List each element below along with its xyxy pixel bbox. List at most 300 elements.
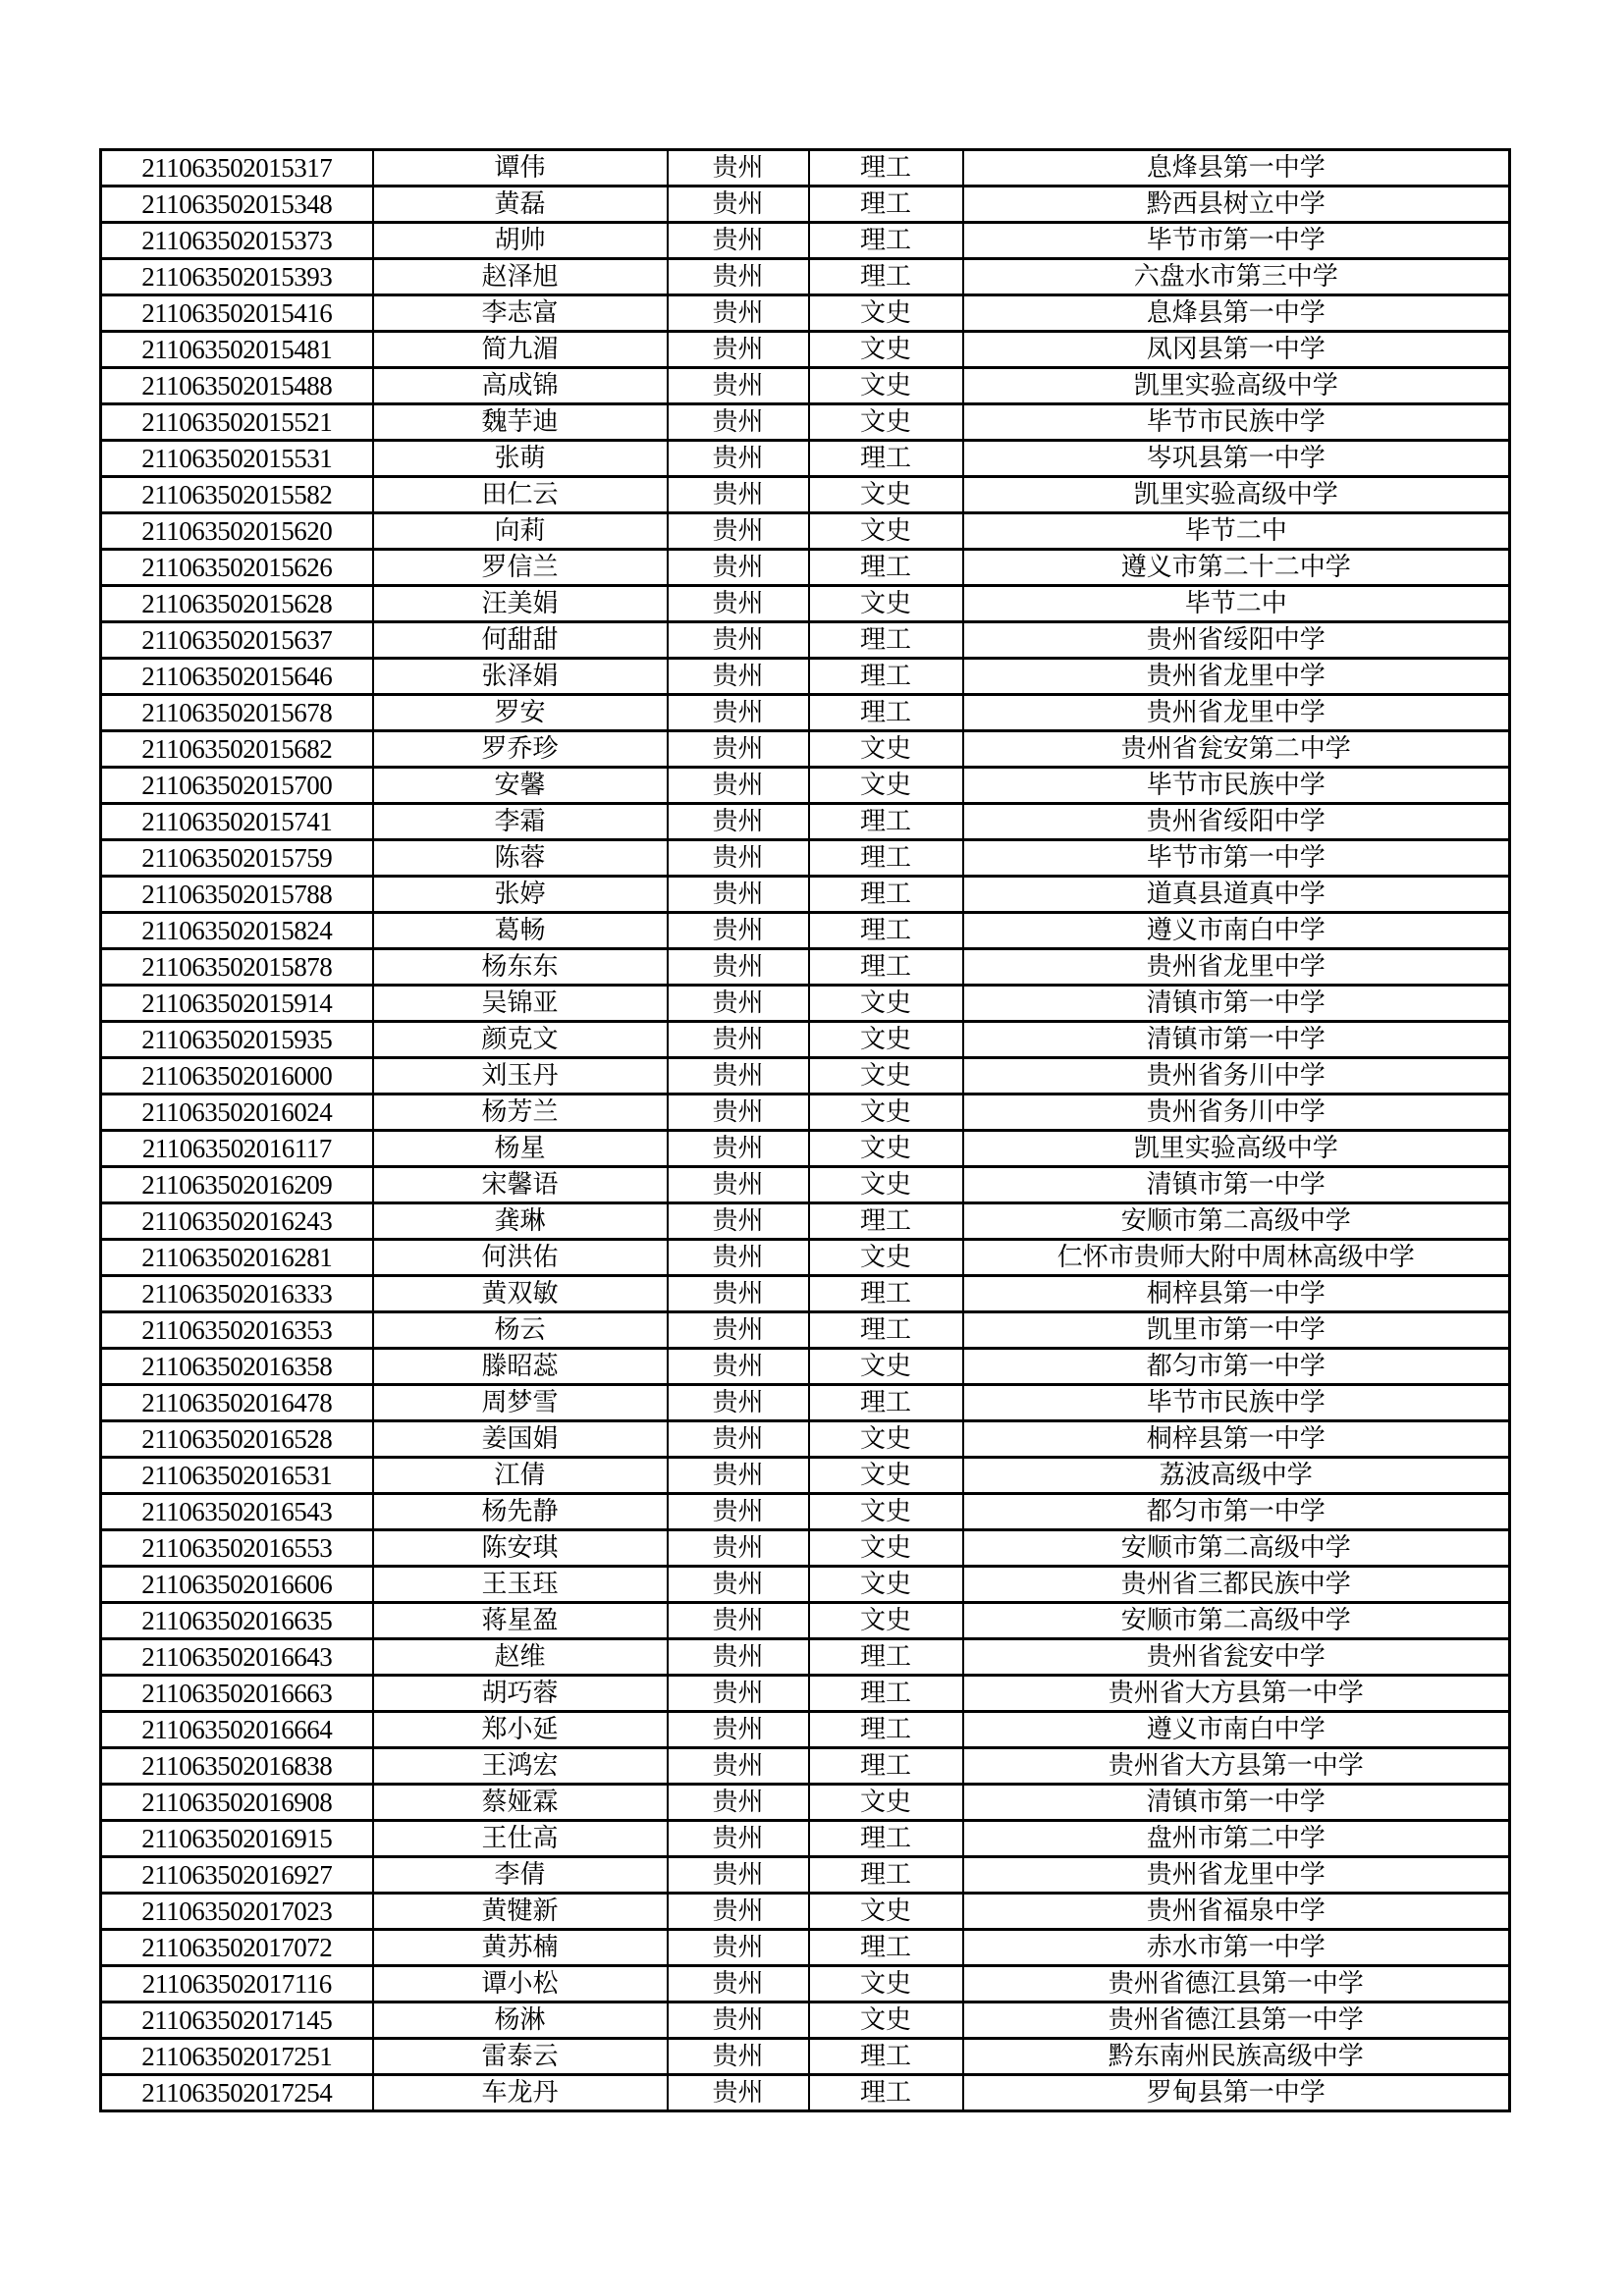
school-cell: 遵义市南白中学 bbox=[963, 913, 1510, 949]
province-cell: 贵州 bbox=[668, 1639, 809, 1676]
table-row bbox=[101, 1385, 1510, 1421]
exam-id-cell: 211063502015488 bbox=[101, 368, 373, 404]
exam-id-cell: 211063502015348 bbox=[101, 187, 373, 223]
school-cell: 赤水市第一中学 bbox=[963, 1930, 1510, 1966]
table-row bbox=[101, 550, 1510, 586]
name-cell: 杨星 bbox=[373, 1131, 668, 1167]
province-cell: 贵州 bbox=[668, 1857, 809, 1894]
table-row bbox=[101, 2039, 1510, 2075]
table-row bbox=[101, 259, 1510, 295]
school-cell: 贵州省龙里中学 bbox=[963, 949, 1510, 986]
exam-id-cell: 211063502015416 bbox=[101, 295, 373, 332]
exam-id-cell: 211063502015521 bbox=[101, 404, 373, 441]
school-cell: 道真县道真中学 bbox=[963, 877, 1510, 913]
track-cell: 文史 bbox=[809, 1167, 963, 1203]
province-cell: 贵州 bbox=[668, 1966, 809, 2002]
school-cell: 贵州省龙里中学 bbox=[963, 695, 1510, 731]
province-cell: 贵州 bbox=[668, 1240, 809, 1276]
name-cell: 李倩 bbox=[373, 1857, 668, 1894]
school-cell: 罗甸县第一中学 bbox=[963, 2075, 1510, 2111]
school-cell: 贵州省绥阳中学 bbox=[963, 804, 1510, 840]
province-cell: 贵州 bbox=[668, 2039, 809, 2075]
school-cell: 六盘水市第三中学 bbox=[963, 259, 1510, 295]
province-cell: 贵州 bbox=[668, 768, 809, 804]
province-cell: 贵州 bbox=[668, 550, 809, 586]
school-cell: 清镇市第一中学 bbox=[963, 1785, 1510, 1821]
table-row bbox=[101, 768, 1510, 804]
name-cell: 汪美娟 bbox=[373, 586, 668, 622]
exam-id-cell: 211063502016531 bbox=[101, 1458, 373, 1494]
province-cell: 贵州 bbox=[668, 840, 809, 877]
province-cell: 贵州 bbox=[668, 1131, 809, 1167]
table-row bbox=[101, 1240, 1510, 1276]
school-cell: 黔西县树立中学 bbox=[963, 187, 1510, 223]
province-cell: 贵州 bbox=[668, 1676, 809, 1712]
province-cell: 贵州 bbox=[668, 1785, 809, 1821]
exam-id-cell: 211063502015531 bbox=[101, 441, 373, 477]
school-cell: 荔波高级中学 bbox=[963, 1458, 1510, 1494]
name-cell: 胡巧蓉 bbox=[373, 1676, 668, 1712]
school-cell: 安顺市第二高级中学 bbox=[963, 1530, 1510, 1567]
track-cell: 理工 bbox=[809, 840, 963, 877]
exam-id-cell: 211063502016243 bbox=[101, 1203, 373, 1240]
exam-id-cell: 211063502016915 bbox=[101, 1821, 373, 1857]
exam-id-cell: 211063502015628 bbox=[101, 586, 373, 622]
province-cell: 贵州 bbox=[668, 513, 809, 550]
table-row bbox=[101, 1530, 1510, 1567]
exam-id-cell: 211063502015646 bbox=[101, 659, 373, 695]
school-cell: 盘州市第二中学 bbox=[963, 1821, 1510, 1857]
name-cell: 赵维 bbox=[373, 1639, 668, 1676]
table-row bbox=[101, 1095, 1510, 1131]
province-cell: 贵州 bbox=[668, 949, 809, 986]
province-cell: 贵州 bbox=[668, 804, 809, 840]
exam-id-cell: 211063502016209 bbox=[101, 1167, 373, 1203]
track-cell: 理工 bbox=[809, 187, 963, 223]
name-cell: 杨芳兰 bbox=[373, 1095, 668, 1131]
table-row bbox=[101, 1349, 1510, 1385]
school-cell: 息烽县第一中学 bbox=[963, 150, 1510, 187]
table-row bbox=[101, 840, 1510, 877]
exam-id-cell: 211063502016358 bbox=[101, 1349, 373, 1385]
province-cell: 贵州 bbox=[668, 441, 809, 477]
track-cell: 理工 bbox=[809, 1930, 963, 1966]
name-cell: 王仕高 bbox=[373, 1821, 668, 1857]
track-cell: 理工 bbox=[809, 622, 963, 659]
table-row bbox=[101, 1785, 1510, 1821]
table-row bbox=[101, 1312, 1510, 1349]
table-row bbox=[101, 223, 1510, 259]
name-cell: 高成锦 bbox=[373, 368, 668, 404]
school-cell: 清镇市第一中学 bbox=[963, 1022, 1510, 1058]
province-cell: 贵州 bbox=[668, 731, 809, 768]
name-cell: 黄犍新 bbox=[373, 1894, 668, 1930]
province-cell: 贵州 bbox=[668, 877, 809, 913]
province-cell: 贵州 bbox=[668, 1930, 809, 1966]
table-row bbox=[101, 1821, 1510, 1857]
table-row bbox=[101, 332, 1510, 368]
exam-id-cell: 211063502015626 bbox=[101, 550, 373, 586]
table-row bbox=[101, 1022, 1510, 1058]
table-row bbox=[101, 986, 1510, 1022]
school-cell: 贵州省瓮安中学 bbox=[963, 1639, 1510, 1676]
school-cell: 岑巩县第一中学 bbox=[963, 441, 1510, 477]
table-row bbox=[101, 1930, 1510, 1966]
track-cell: 文史 bbox=[809, 586, 963, 622]
province-cell: 贵州 bbox=[668, 913, 809, 949]
track-cell: 理工 bbox=[809, 150, 963, 187]
track-cell: 文史 bbox=[809, 1567, 963, 1603]
school-cell: 毕节市民族中学 bbox=[963, 768, 1510, 804]
school-cell: 贵州省龙里中学 bbox=[963, 1857, 1510, 1894]
province-cell: 贵州 bbox=[668, 223, 809, 259]
track-cell: 理工 bbox=[809, 877, 963, 913]
province-cell: 贵州 bbox=[668, 477, 809, 513]
school-cell: 贵州省福泉中学 bbox=[963, 1894, 1510, 1930]
province-cell: 贵州 bbox=[668, 2002, 809, 2039]
name-cell: 张婷 bbox=[373, 877, 668, 913]
track-cell: 理工 bbox=[809, 259, 963, 295]
exam-id-cell: 211063502015620 bbox=[101, 513, 373, 550]
table-row bbox=[101, 1857, 1510, 1894]
school-cell: 贵州省务川中学 bbox=[963, 1095, 1510, 1131]
track-cell: 文史 bbox=[809, 1785, 963, 1821]
exam-id-cell: 211063502015759 bbox=[101, 840, 373, 877]
table-row bbox=[101, 2002, 1510, 2039]
track-cell: 文史 bbox=[809, 2002, 963, 2039]
exam-id-cell: 211063502017072 bbox=[101, 1930, 373, 1966]
school-cell: 凤冈县第一中学 bbox=[963, 332, 1510, 368]
exam-id-cell: 211063502017254 bbox=[101, 2075, 373, 2111]
province-cell: 贵州 bbox=[668, 1095, 809, 1131]
name-cell: 蔡娅霖 bbox=[373, 1785, 668, 1821]
track-cell: 文史 bbox=[809, 295, 963, 332]
name-cell: 雷泰云 bbox=[373, 2039, 668, 2075]
province-cell: 贵州 bbox=[668, 659, 809, 695]
province-cell: 贵州 bbox=[668, 586, 809, 622]
track-cell: 文史 bbox=[809, 1022, 963, 1058]
exam-id-cell: 211063502015700 bbox=[101, 768, 373, 804]
table-row bbox=[101, 1203, 1510, 1240]
province-cell: 贵州 bbox=[668, 295, 809, 332]
exam-id-cell: 211063502015788 bbox=[101, 877, 373, 913]
track-cell: 理工 bbox=[809, 1712, 963, 1748]
name-cell: 龚琳 bbox=[373, 1203, 668, 1240]
table-row bbox=[101, 441, 1510, 477]
exam-id-cell: 211063502015582 bbox=[101, 477, 373, 513]
table-row bbox=[101, 1276, 1510, 1312]
school-cell: 贵州省瓮安第二中学 bbox=[963, 731, 1510, 768]
exam-id-cell: 211063502015914 bbox=[101, 986, 373, 1022]
table-row bbox=[101, 1131, 1510, 1167]
table-row bbox=[101, 477, 1510, 513]
table-row bbox=[101, 1458, 1510, 1494]
exam-id-cell: 211063502016528 bbox=[101, 1421, 373, 1458]
track-cell: 理工 bbox=[809, 1857, 963, 1894]
province-cell: 贵州 bbox=[668, 1603, 809, 1639]
name-cell: 宋馨语 bbox=[373, 1167, 668, 1203]
table-row bbox=[101, 404, 1510, 441]
province-cell: 贵州 bbox=[668, 259, 809, 295]
track-cell: 理工 bbox=[809, 1276, 963, 1312]
table-row bbox=[101, 731, 1510, 768]
track-cell: 理工 bbox=[809, 1385, 963, 1421]
province-cell: 贵州 bbox=[668, 1276, 809, 1312]
name-cell: 杨东东 bbox=[373, 949, 668, 986]
exam-id-cell: 211063502016000 bbox=[101, 1058, 373, 1095]
school-cell: 凯里实验高级中学 bbox=[963, 1131, 1510, 1167]
province-cell: 贵州 bbox=[668, 1167, 809, 1203]
exam-id-cell: 211063502015682 bbox=[101, 731, 373, 768]
province-cell: 贵州 bbox=[668, 1712, 809, 1748]
track-cell: 文史 bbox=[809, 368, 963, 404]
exam-id-cell: 211063502015678 bbox=[101, 695, 373, 731]
track-cell: 理工 bbox=[809, 804, 963, 840]
exam-id-cell: 211063502017251 bbox=[101, 2039, 373, 2075]
name-cell: 谭小松 bbox=[373, 1966, 668, 2002]
name-cell: 安馨 bbox=[373, 768, 668, 804]
track-cell: 文史 bbox=[809, 1058, 963, 1095]
track-cell: 理工 bbox=[809, 949, 963, 986]
name-cell: 李志富 bbox=[373, 295, 668, 332]
track-cell: 理工 bbox=[809, 550, 963, 586]
name-cell: 蒋星盈 bbox=[373, 1603, 668, 1639]
name-cell: 何甜甜 bbox=[373, 622, 668, 659]
name-cell: 简九湄 bbox=[373, 332, 668, 368]
name-cell: 刘玉丹 bbox=[373, 1058, 668, 1095]
table-row bbox=[101, 695, 1510, 731]
name-cell: 赵泽旭 bbox=[373, 259, 668, 295]
province-cell: 贵州 bbox=[668, 1748, 809, 1785]
table-row bbox=[101, 949, 1510, 986]
province-cell: 贵州 bbox=[668, 1058, 809, 1095]
school-cell: 贵州省三都民族中学 bbox=[963, 1567, 1510, 1603]
track-cell: 理工 bbox=[809, 1676, 963, 1712]
exam-id-cell: 211063502016635 bbox=[101, 1603, 373, 1639]
school-cell: 仁怀市贵师大附中周林高级中学 bbox=[963, 1240, 1510, 1276]
exam-id-cell: 211063502015637 bbox=[101, 622, 373, 659]
name-cell: 罗安 bbox=[373, 695, 668, 731]
name-cell: 葛畅 bbox=[373, 913, 668, 949]
province-cell: 贵州 bbox=[668, 622, 809, 659]
school-cell: 桐梓县第一中学 bbox=[963, 1421, 1510, 1458]
table-row bbox=[101, 659, 1510, 695]
name-cell: 胡帅 bbox=[373, 223, 668, 259]
track-cell: 理工 bbox=[809, 2075, 963, 2111]
exam-id-cell: 211063502016838 bbox=[101, 1748, 373, 1785]
track-cell: 理工 bbox=[809, 913, 963, 949]
name-cell: 黄磊 bbox=[373, 187, 668, 223]
table-row bbox=[101, 1639, 1510, 1676]
name-cell: 罗乔珍 bbox=[373, 731, 668, 768]
track-cell: 文史 bbox=[809, 1966, 963, 2002]
track-cell: 文史 bbox=[809, 1494, 963, 1530]
province-cell: 贵州 bbox=[668, 1494, 809, 1530]
name-cell: 吴锦亚 bbox=[373, 986, 668, 1022]
province-cell: 贵州 bbox=[668, 1530, 809, 1567]
track-cell: 理工 bbox=[809, 1203, 963, 1240]
exam-id-cell: 211063502016281 bbox=[101, 1240, 373, 1276]
name-cell: 田仁云 bbox=[373, 477, 668, 513]
exam-id-cell: 211063502017145 bbox=[101, 2002, 373, 2039]
name-cell: 谭伟 bbox=[373, 150, 668, 187]
school-cell: 贵州省龙里中学 bbox=[963, 659, 1510, 695]
exam-id-cell: 211063502016927 bbox=[101, 1857, 373, 1894]
province-cell: 贵州 bbox=[668, 1385, 809, 1421]
province-cell: 贵州 bbox=[668, 1821, 809, 1857]
track-cell: 理工 bbox=[809, 1748, 963, 1785]
name-cell: 江倩 bbox=[373, 1458, 668, 1494]
name-cell: 杨云 bbox=[373, 1312, 668, 1349]
province-cell: 贵州 bbox=[668, 1349, 809, 1385]
school-cell: 都匀市第一中学 bbox=[963, 1349, 1510, 1385]
name-cell: 杨淋 bbox=[373, 2002, 668, 2039]
name-cell: 郑小延 bbox=[373, 1712, 668, 1748]
table-row bbox=[101, 2075, 1510, 2111]
exam-id-cell: 211063502016478 bbox=[101, 1385, 373, 1421]
exam-id-cell: 211063502017023 bbox=[101, 1894, 373, 1930]
school-cell: 贵州省德江县第一中学 bbox=[963, 1966, 1510, 2002]
track-cell: 文史 bbox=[809, 1421, 963, 1458]
track-cell: 文史 bbox=[809, 731, 963, 768]
school-cell: 贵州省德江县第一中学 bbox=[963, 2002, 1510, 2039]
name-cell: 颜克文 bbox=[373, 1022, 668, 1058]
school-cell: 毕节市第一中学 bbox=[963, 840, 1510, 877]
school-cell: 凯里实验高级中学 bbox=[963, 368, 1510, 404]
province-cell: 贵州 bbox=[668, 1312, 809, 1349]
province-cell: 贵州 bbox=[668, 2075, 809, 2111]
table-row bbox=[101, 1167, 1510, 1203]
name-cell: 魏芋迪 bbox=[373, 404, 668, 441]
table-row bbox=[101, 1494, 1510, 1530]
exam-id-cell: 211063502016117 bbox=[101, 1131, 373, 1167]
exam-id-cell: 211063502016664 bbox=[101, 1712, 373, 1748]
school-cell: 贵州省绥阳中学 bbox=[963, 622, 1510, 659]
school-cell: 毕节市民族中学 bbox=[963, 404, 1510, 441]
exam-id-cell: 211063502016908 bbox=[101, 1785, 373, 1821]
school-cell: 毕节市民族中学 bbox=[963, 1385, 1510, 1421]
track-cell: 理工 bbox=[809, 441, 963, 477]
exam-id-cell: 211063502016543 bbox=[101, 1494, 373, 1530]
school-cell: 息烽县第一中学 bbox=[963, 295, 1510, 332]
name-cell: 周梦雪 bbox=[373, 1385, 668, 1421]
table-row bbox=[101, 586, 1510, 622]
track-cell: 文史 bbox=[809, 404, 963, 441]
track-cell: 文史 bbox=[809, 768, 963, 804]
name-cell: 王鸿宏 bbox=[373, 1748, 668, 1785]
province-cell: 贵州 bbox=[668, 1567, 809, 1603]
exam-id-cell: 211063502015317 bbox=[101, 150, 373, 187]
exam-id-cell: 211063502017116 bbox=[101, 1966, 373, 2002]
track-cell: 理工 bbox=[809, 1639, 963, 1676]
name-cell: 罗信兰 bbox=[373, 550, 668, 586]
track-cell: 文史 bbox=[809, 1603, 963, 1639]
name-cell: 张泽娟 bbox=[373, 659, 668, 695]
province-cell: 贵州 bbox=[668, 1203, 809, 1240]
name-cell: 向莉 bbox=[373, 513, 668, 550]
province-cell: 贵州 bbox=[668, 1458, 809, 1494]
table-row bbox=[101, 368, 1510, 404]
track-cell: 文史 bbox=[809, 477, 963, 513]
school-cell: 都匀市第一中学 bbox=[963, 1494, 1510, 1530]
track-cell: 文史 bbox=[809, 1131, 963, 1167]
track-cell: 理工 bbox=[809, 1312, 963, 1349]
exam-id-cell: 211063502016333 bbox=[101, 1276, 373, 1312]
province-cell: 贵州 bbox=[668, 332, 809, 368]
exam-id-cell: 211063502015878 bbox=[101, 949, 373, 986]
exam-id-cell: 211063502015741 bbox=[101, 804, 373, 840]
student-roster-table bbox=[99, 148, 1511, 2112]
exam-id-cell: 211063502015481 bbox=[101, 332, 373, 368]
table-row bbox=[101, 913, 1510, 949]
table-row bbox=[101, 187, 1510, 223]
school-cell: 凯里市第一中学 bbox=[963, 1312, 1510, 1349]
province-cell: 贵州 bbox=[668, 404, 809, 441]
province-cell: 贵州 bbox=[668, 695, 809, 731]
name-cell: 姜国娟 bbox=[373, 1421, 668, 1458]
school-cell: 桐梓县第一中学 bbox=[963, 1276, 1510, 1312]
exam-id-cell: 211063502016643 bbox=[101, 1639, 373, 1676]
track-cell: 理工 bbox=[809, 695, 963, 731]
school-cell: 贵州省大方县第一中学 bbox=[963, 1676, 1510, 1712]
exam-id-cell: 211063502016663 bbox=[101, 1676, 373, 1712]
province-cell: 贵州 bbox=[668, 187, 809, 223]
name-cell: 杨先静 bbox=[373, 1494, 668, 1530]
exam-id-cell: 211063502015373 bbox=[101, 223, 373, 259]
exam-id-cell: 211063502016553 bbox=[101, 1530, 373, 1567]
school-cell: 毕节二中 bbox=[963, 513, 1510, 550]
track-cell: 文史 bbox=[809, 1349, 963, 1385]
track-cell: 文史 bbox=[809, 1240, 963, 1276]
table-row bbox=[101, 1567, 1510, 1603]
table-row bbox=[101, 1748, 1510, 1785]
province-cell: 贵州 bbox=[668, 150, 809, 187]
school-cell: 毕节二中 bbox=[963, 586, 1510, 622]
name-cell: 张萌 bbox=[373, 441, 668, 477]
track-cell: 理工 bbox=[809, 1821, 963, 1857]
exam-id-cell: 211063502015824 bbox=[101, 913, 373, 949]
name-cell: 李霜 bbox=[373, 804, 668, 840]
name-cell: 滕昭蕊 bbox=[373, 1349, 668, 1385]
track-cell: 理工 bbox=[809, 659, 963, 695]
table-row bbox=[101, 804, 1510, 840]
table-row bbox=[101, 1058, 1510, 1095]
track-cell: 文史 bbox=[809, 1530, 963, 1567]
exam-id-cell: 211063502016606 bbox=[101, 1567, 373, 1603]
track-cell: 理工 bbox=[809, 223, 963, 259]
exam-id-cell: 211063502015935 bbox=[101, 1022, 373, 1058]
name-cell: 陈安琪 bbox=[373, 1530, 668, 1567]
table-row bbox=[101, 1603, 1510, 1639]
school-cell: 清镇市第一中学 bbox=[963, 1167, 1510, 1203]
table-row bbox=[101, 877, 1510, 913]
school-cell: 清镇市第一中学 bbox=[963, 986, 1510, 1022]
track-cell: 文史 bbox=[809, 1095, 963, 1131]
table-row bbox=[101, 622, 1510, 659]
track-cell: 文史 bbox=[809, 513, 963, 550]
school-cell: 凯里实验高级中学 bbox=[963, 477, 1510, 513]
exam-id-cell: 211063502016353 bbox=[101, 1312, 373, 1349]
school-cell: 安顺市第二高级中学 bbox=[963, 1203, 1510, 1240]
school-cell: 安顺市第二高级中学 bbox=[963, 1603, 1510, 1639]
school-cell: 毕节市第一中学 bbox=[963, 223, 1510, 259]
track-cell: 文史 bbox=[809, 1458, 963, 1494]
exam-id-cell: 211063502016024 bbox=[101, 1095, 373, 1131]
exam-id-cell: 211063502015393 bbox=[101, 259, 373, 295]
table-row bbox=[101, 513, 1510, 550]
table-row bbox=[101, 295, 1510, 332]
table-row bbox=[101, 1966, 1510, 2002]
